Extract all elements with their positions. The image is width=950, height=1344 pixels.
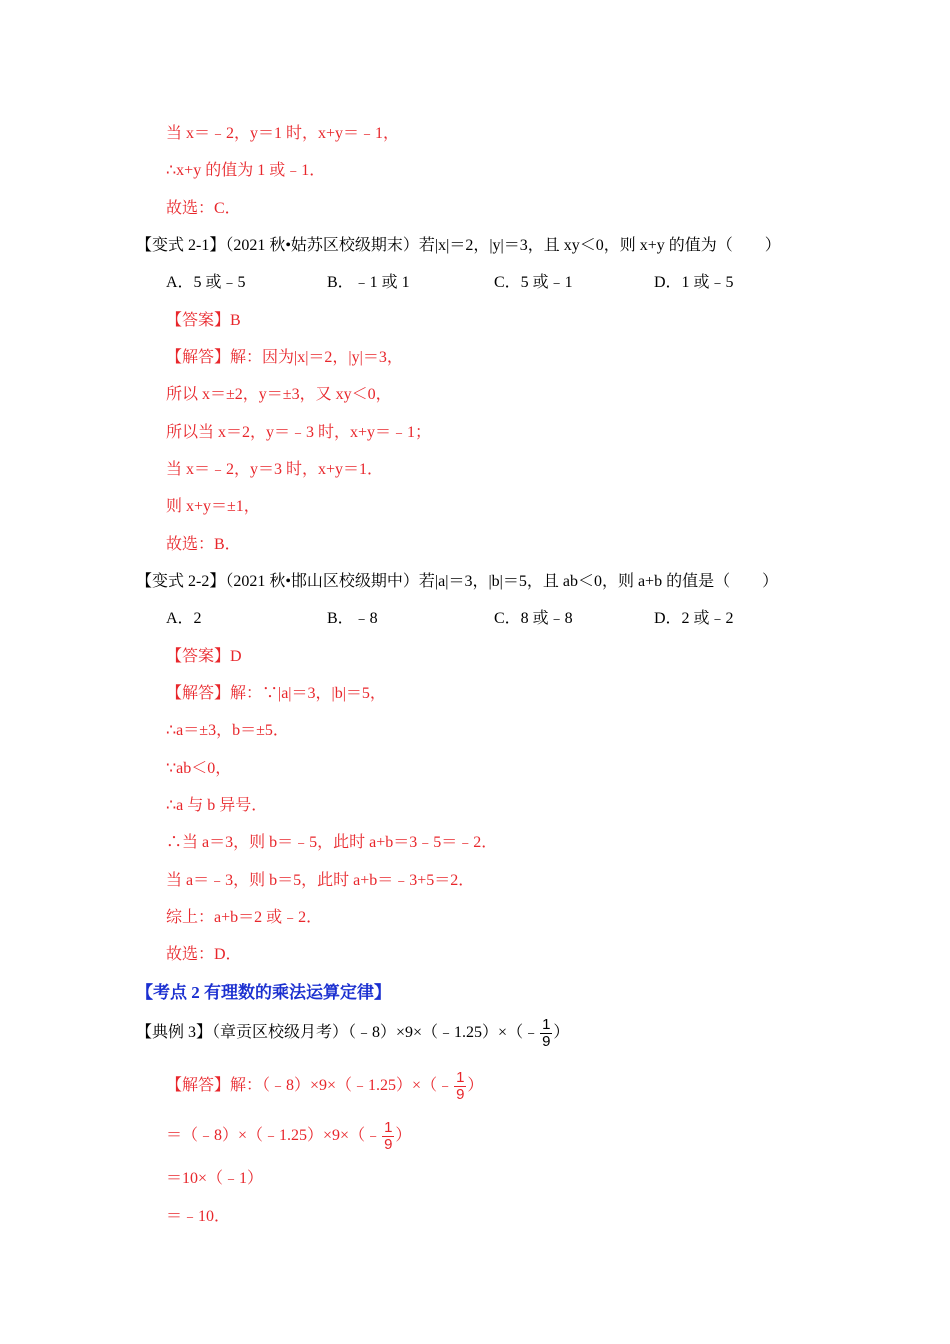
- solution-line: ∵ab＜0，: [166, 760, 232, 777]
- option-c: C．8 或﹣8: [494, 610, 573, 627]
- solution-line: ∴a＝±3，b＝±5．: [166, 722, 289, 739]
- question-stem: 【变式 2-2】（2021 秋•邯山区校级期中）若|a|＝3，|b|＝5，且 ab＜0，则 a+b 的值是（ ）: [136, 573, 779, 590]
- solution-line: 故选：B．: [166, 536, 241, 553]
- solution-line: 【解答】解：∵|a|＝3，|b|＝5，: [166, 685, 386, 702]
- fraction-numerator: 1: [384, 1118, 393, 1136]
- option-b: B．﹣8: [327, 610, 378, 627]
- solution-close: ）: [395, 1127, 412, 1144]
- solution-line: ＝﹣10．: [166, 1208, 231, 1225]
- solution-line: ∴x+y 的值为 1 或﹣1．: [166, 162, 326, 179]
- example-stem-close: ）: [553, 1024, 570, 1041]
- option-b: B．﹣1 或 1: [327, 274, 410, 291]
- option-a: A．5 或﹣5: [166, 274, 246, 291]
- section-heading: 【考点 2 有理数的乘法运算定律】: [136, 983, 391, 1002]
- solution-line: [166, 1066, 483, 1106]
- solution-text: 【解答】解：（﹣8）×9×（﹣1.25）×（﹣: [166, 1077, 454, 1094]
- option-d: D．2 或﹣2: [654, 610, 734, 627]
- option-d: D．1 或﹣5: [654, 274, 734, 291]
- solution-close: ）: [467, 1077, 484, 1094]
- fraction-denominator: 9: [384, 1135, 393, 1153]
- solution-line: 当 x＝﹣2，y＝3 时，x+y＝1．: [166, 461, 384, 478]
- fraction-denominator: 9: [456, 1085, 465, 1103]
- solution-line: 所以当 x＝2，y＝﹣3 时，x+y＝﹣1；: [166, 424, 432, 441]
- fraction: [540, 1015, 552, 1050]
- option-a: A．2: [166, 610, 202, 627]
- solution-line: 当 x＝﹣2，y＝1 时，x+y＝﹣1，: [166, 125, 400, 142]
- fraction-numerator: 1: [456, 1068, 465, 1086]
- solution-line: ∴a 与 b 异号．: [166, 797, 268, 814]
- solution-line: 综上：a+b＝2 或﹣2．: [166, 909, 323, 926]
- solution-line: 则 x+y＝±1，: [166, 498, 260, 515]
- fraction-denominator: 9: [542, 1032, 551, 1050]
- solution-line: 故选：C．: [166, 200, 241, 217]
- question-stem: 【变式 2-1】（2021 秋•姑苏区校级期末）若|x|＝2，|y|＝3，且 xy＜0，则 x+y 的值为（ ）: [136, 237, 781, 254]
- option-c: C．5 或﹣1: [494, 274, 573, 291]
- answer-line: 【答案】B: [166, 312, 241, 329]
- solution-text: ＝（﹣8）×（﹣1.25）×9×（﹣: [166, 1127, 382, 1144]
- example-stem: [136, 1013, 569, 1053]
- solution-line: 所以 x＝±2，y＝±3，又 xy＜0，: [166, 386, 392, 403]
- example-stem-text: 【典例 3】（章贡区校级月考）（﹣8）×9×（﹣1.25）×（﹣: [136, 1024, 540, 1041]
- fraction: [382, 1118, 394, 1153]
- answer-line: 【答案】D: [166, 648, 242, 665]
- fraction: [454, 1068, 466, 1103]
- solution-line: ∴当 a＝3，则 b＝﹣5，此时 a+b＝3﹣5＝﹣2．: [166, 834, 498, 851]
- solution-line: 当 a＝﹣3，则 b＝5，此时 a+b＝﹣3+5＝2．: [166, 872, 475, 889]
- solution-line: 故选：D．: [166, 946, 242, 963]
- fraction-numerator: 1: [542, 1015, 551, 1033]
- solution-line: [166, 1116, 411, 1156]
- solution-line: 【解答】解：因为|x|＝2，|y|＝3，: [166, 349, 403, 366]
- solution-line: ＝10×（﹣1）: [166, 1170, 264, 1187]
